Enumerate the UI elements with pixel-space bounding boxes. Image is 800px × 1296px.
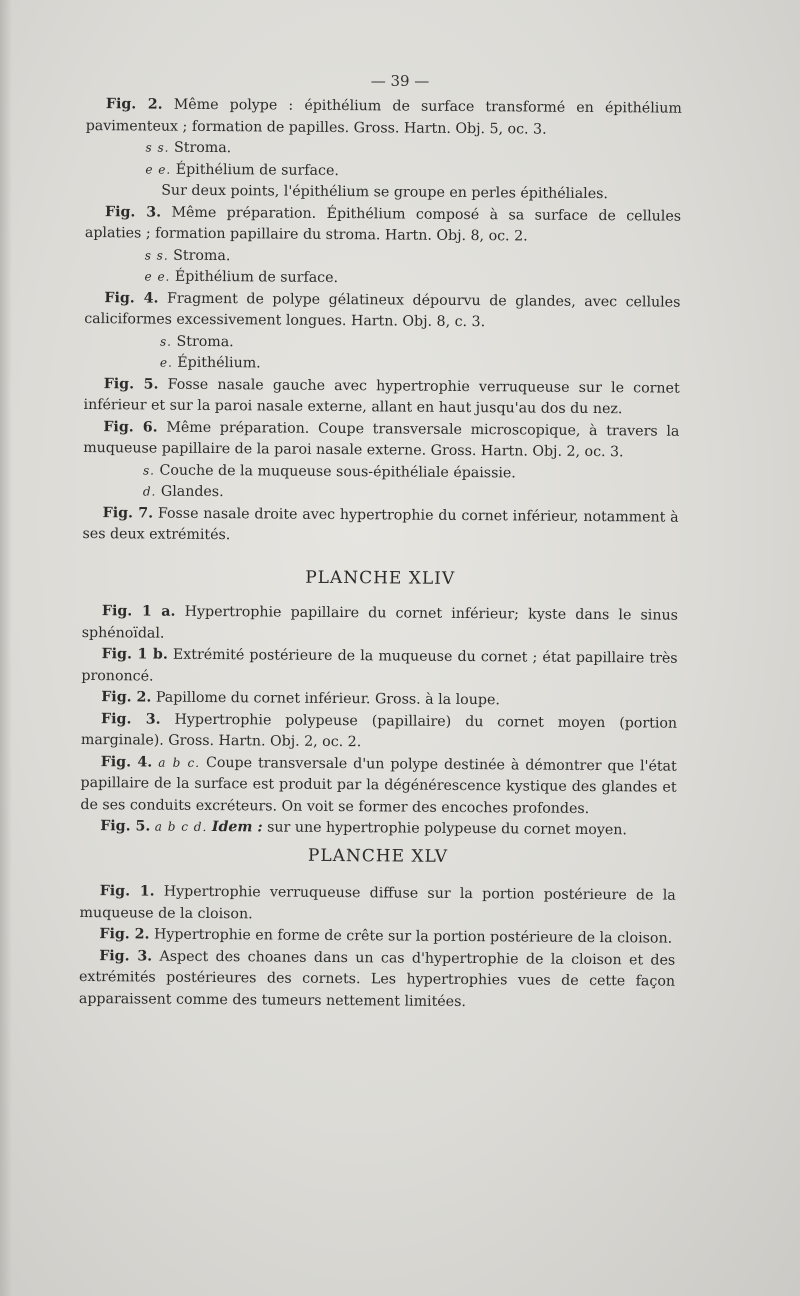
legend-text: Épithélium de surface. (175, 161, 339, 179)
fig-label: Fig. 5. (100, 818, 151, 835)
fig-1b-caption (81, 644, 677, 692)
legend-key: s s. (145, 140, 170, 155)
fig-7-caption (82, 502, 678, 550)
fig-1a-caption (82, 601, 678, 649)
caption-text: Fosse nasale droite avec hypertrophie du cornet inférieur, notamment à ses deux extrémités. (82, 505, 679, 544)
caption-text: Même préparation. Coupe transversale microscopique, à travers la muqueuse papillaire de la paroi nasale externe. Gross. Hartn. Obj. 2, oc. 3. (83, 419, 680, 461)
fig-label: Fig. 3. (105, 203, 162, 221)
legend-key: s s. (144, 247, 169, 263)
fig-label: Fig. 1. (99, 883, 155, 900)
legend-key: s. (160, 334, 173, 349)
legend-text: Stroma. (173, 139, 232, 157)
legend-text: Couche de la muqueuse sous-épithéliale épaissie. (159, 462, 516, 481)
page-body (79, 94, 682, 1015)
caption-text: Hypertrophie en forme de crête sur la portion postérieure de la cloison. (153, 926, 673, 947)
caption-text: Coupe transversale d'un polype destinée à démontrer que l'état papillaire de la surface est produit par la dégénérescence kystique des glandes et de ses conduits excréteurs. On voit se former des encoches profondes. (80, 754, 677, 817)
legend-key: e e. (144, 269, 171, 284)
fig-label: Fig. 1 b. (101, 646, 168, 663)
fig-label: Fig. 5. (103, 375, 159, 393)
caption-text: Hypertrophie verruqueuse diffuse sur la portion postérieure de la muqueuse de la cloison. (79, 883, 676, 922)
planche-xlv-heading: PLANCHE XLV (307, 845, 449, 867)
idem-label: Idem : (211, 819, 263, 836)
fig-6-caption (83, 416, 679, 464)
fig-label: Fig. 4. (104, 289, 159, 307)
fig-5-caption (83, 373, 679, 421)
fig-label: Fig. 2. (99, 926, 150, 943)
fig-label: Fig. 2. (101, 689, 152, 706)
fig-4-caption (80, 751, 676, 820)
fig-1-caption (79, 881, 675, 929)
caption-text: Même préparation. Épithélium composé à sa surface de cellules aplaties ; formation papillaire du stroma. Hartn. Obj. 8, oc. 2. (84, 204, 682, 245)
fig-label: Fig. 6. (103, 418, 158, 436)
caption-text: Aspect des choanes dans un cas d'hypertrophie de la cloison et des extrémités postérieures des cornets. Les hypertrophies vues de cette façon apparaissent comme des tumeurs nettement limitées. (78, 948, 676, 1010)
fig-label: Fig. 3. (99, 947, 153, 965)
legend-text: Stroma. (176, 333, 234, 350)
caption-text: Extrémité postérieure de la muqueuse du cornet ; état papillaire très prononcé. (81, 646, 678, 685)
legend-key: e e. (145, 161, 172, 177)
fig-5-caption (80, 816, 676, 842)
caption-text: Fosse nasale gauche avec hypertrophie verruqueuse sur le cornet inférieur et sur la paroi nasale externe, allant en haut jusqu'au dos du nez. (83, 376, 680, 418)
legend-key: d. (142, 484, 157, 499)
caption-text: Papillome du cornet inférieur. Gross. à la loupe. (155, 689, 500, 709)
legend-text: Épithélium. (177, 354, 261, 372)
caption-text: Fragment de polype gélatineux dépourvu de glandes, avec cellules caliciformes excessivement longues. Hartn. Obj. 8, c. 3. (84, 290, 681, 331)
fig-keys: a b c. (158, 755, 201, 770)
caption-text: Hypertrophie papillaire du cornet inférieur; kyste dans le sinus sphénoïdal. (81, 603, 678, 642)
fig-3-caption (85, 201, 681, 249)
fig-keys: a b c d. (154, 819, 208, 834)
planche-xliv-heading: PLANCHE XLIV (305, 567, 456, 589)
legend-text: Stroma. (173, 247, 231, 264)
fig-3-caption (79, 945, 675, 1014)
caption-text: Même polype : épithélium de surface transformé en épithélium pavimenteux ; formation de papilles. Gross. Hartn. Obj. 5, oc. 3. (85, 96, 682, 138)
fig-4-caption (84, 287, 680, 335)
fig-2-caption (86, 94, 682, 142)
legend-text: Glandes. (160, 483, 224, 501)
fig-3-caption (81, 708, 677, 756)
legend-text: Épithélium de surface. (174, 268, 339, 286)
caption-text: Hypertrophie polypeuse (papillaire) du cornet moyen (portion marginale). Gross. Hartn. Obj. 2, oc. 2. (80, 711, 678, 751)
page-number: — 39 — (370, 72, 430, 90)
fig-label: Fig. 4. (100, 753, 153, 771)
fig-label: Fig. 3. (101, 710, 161, 728)
legend-key: s. (142, 462, 156, 478)
fig-label: Fig. 7. (102, 504, 154, 522)
fig-label: Fig. 2. (105, 96, 163, 113)
fig-2-note: Sur deux points, l'épithélium se groupe en perles épithéliales. (161, 182, 608, 203)
legend-key: e. (159, 355, 173, 370)
fig-label: Fig. 1 a. (101, 603, 176, 620)
caption-text: sur une hypertrophie polypeuse du cornet moyen. (267, 819, 627, 839)
